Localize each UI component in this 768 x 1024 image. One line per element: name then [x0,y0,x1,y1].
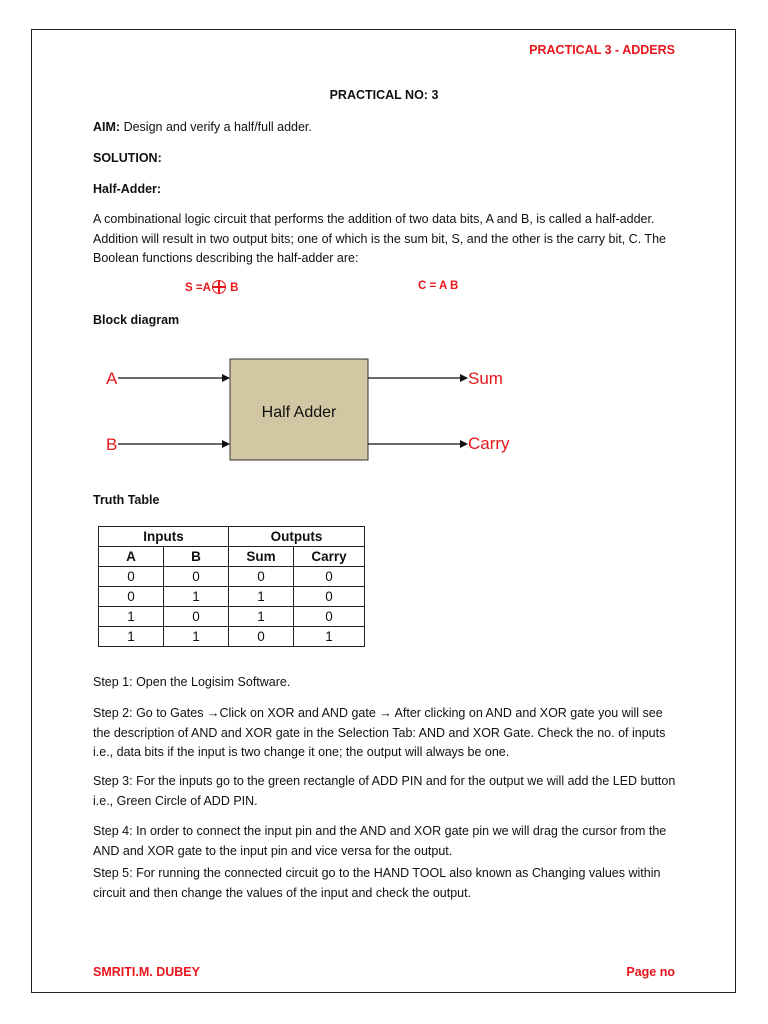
table-cell: 1 [294,627,365,647]
truth-table [98,526,365,647]
table-cell: 0 [229,627,294,647]
column-header-sum: Sum [229,547,294,567]
xor-symbol-icon [212,280,226,294]
aim-label: AIM: [93,120,121,134]
column-header-a: A [99,547,164,567]
table-row [99,587,365,607]
half-adder-block-diagram [0,340,768,480]
sum-formula [185,280,238,294]
step-1: Step 1: Open the Logisim Software. [93,675,291,689]
footer-author: SMRITI.M. DUBEY [93,965,200,979]
table-cell: 1 [99,607,164,627]
table-cell: 0 [99,587,164,607]
aim-text: Design and verify a half/full adder. [123,120,312,134]
block-diagram-heading: Block diagram [93,313,180,327]
table-cell: 0 [294,587,365,607]
column-header-carry: Carry [294,547,365,567]
table-row [99,567,365,587]
intro-paragraph: A combinational logic circuit that performs the addition of two data bits, A and B, is called a half-adder. Addition will result in two output bits; one of which is the sum bit, S, and the other is the carry bit, C. The Boolean functions describing the half-adder are: [93,212,666,265]
table-row [99,627,365,647]
truth-table-heading: Truth Table [93,493,160,507]
table-row [99,607,365,627]
truth-table-column-row [99,547,365,567]
carry-formula: C = A B [418,280,459,292]
page-header-title: PRACTICAL 3 - ADDERS [529,43,675,57]
sum-formula-right: B [230,282,239,294]
table-cell: 1 [229,607,294,627]
half-adder-box-label: Half Adder [261,404,337,421]
input-b-label: B [106,435,118,454]
table-cell: 1 [164,587,229,607]
step-4: Step 4: In order to connect the input pin and the AND and XOR gate pin we will drag the cursor from the AND and XOR gate to the input pin and vice versa for the output. [93,824,667,858]
output-carry-label: Carry [468,434,510,453]
step-2: Step 2: Go to Gates →Click on XOR and AND gate → After clicking on AND and XOR gate you will see the description of AND and XOR gate in the Selection Tab: AND and XOR Gate. Check the no. of inputs i.e., data bits if the input is two change it one; the output will always be one. [93,706,666,759]
outputs-group-header: Outputs [229,527,365,547]
table-cell: 1 [99,627,164,647]
inputs-group-header: Inputs [99,527,229,547]
column-header-b: B [164,547,229,567]
output-sum-label: Sum [468,369,503,388]
table-cell: 0 [294,567,365,587]
step-3: Step 3: For the inputs go to the green rectangle of ADD PIN and for the output we will add the LED button i.e., Green Circle of ADD PIN. [93,774,676,808]
practical-number-title: PRACTICAL NO: 3 [329,88,439,102]
table-cell: 0 [99,567,164,587]
sum-formula-left: S =A [185,282,211,294]
table-cell: 1 [229,587,294,607]
table-cell: 0 [294,607,365,627]
half-adder-heading: Half-Adder: [93,182,162,196]
table-cell: 0 [164,567,229,587]
table-cell: 0 [229,567,294,587]
aim-line [93,118,312,137]
step-5: Step 5: For running the connected circuit go to the HAND TOOL also known as Changing values within circuit and then change the values of the input and check the output. [93,866,661,900]
input-a-label: A [106,369,118,388]
table-cell: 0 [164,607,229,627]
table-cell: 1 [164,627,229,647]
solution-label: SOLUTION: [93,151,162,165]
truth-table-group-row [99,527,365,547]
footer-page-number: Page no [626,965,675,979]
